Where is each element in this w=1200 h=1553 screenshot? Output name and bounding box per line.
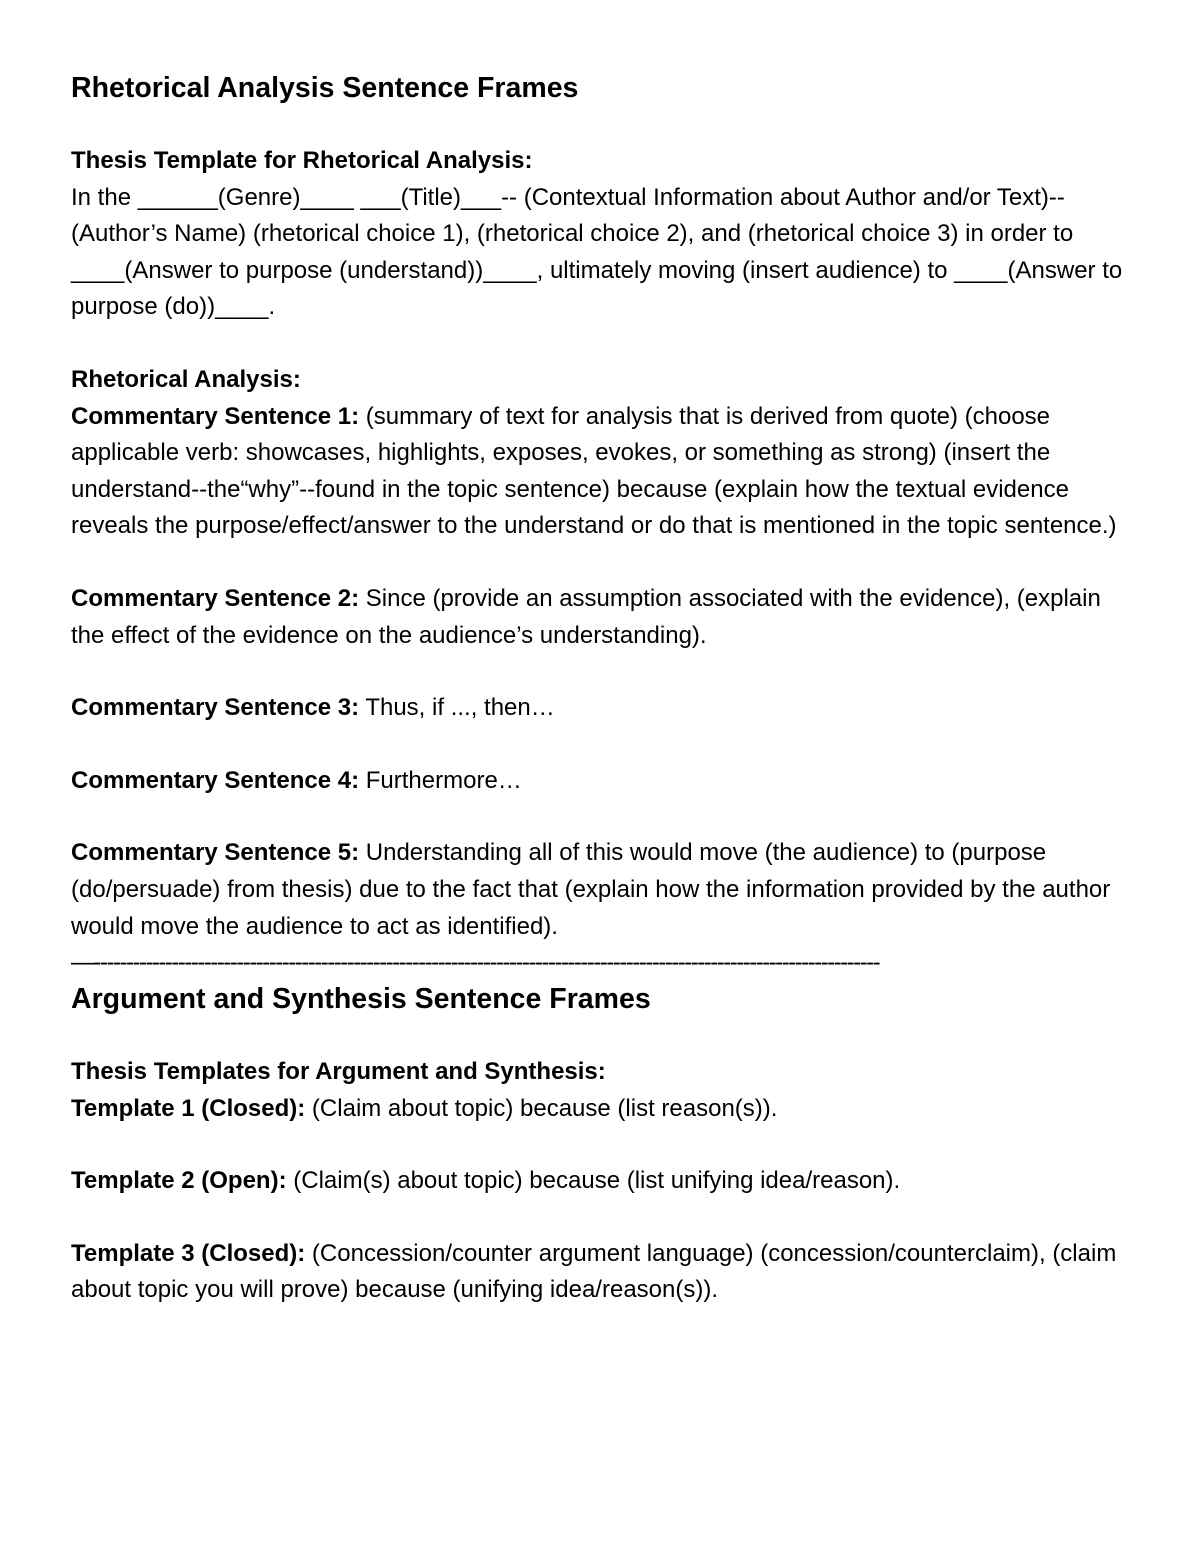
commentary-text: Understanding all of this would move (the audience) to (purpose (do/persuade) from thesis) due to the fact that (explain how the information provided by the author would move the audience to act as identified).	[71, 839, 1111, 940]
commentary-label: Commentary Sentence 1:	[71, 402, 360, 430]
commentary-sentence-4	[71, 763, 1131, 800]
section-divider: —-------------------------------------------------------------------------------------------------------------------------	[71, 949, 880, 977]
rhetorical-analysis-heading: Rhetorical Analysis:	[71, 365, 301, 393]
commentary-sentence-1	[71, 399, 1131, 545]
template-text: (Claim(s) about topic) because (list unifying idea/reason).	[286, 1167, 901, 1195]
commentary-text: Since (provide an assumption associated with the evidence), (explain the effect of the evidence on the audience’s understanding).	[71, 584, 1101, 649]
rhetorical-title: Rhetorical Analysis Sentence Frames	[71, 72, 579, 104]
commentary-label: Commentary Sentence 3:	[71, 694, 360, 722]
template-label: Template 2 (Open):	[71, 1167, 287, 1195]
commentary-label: Commentary Sentence 2:	[71, 584, 360, 612]
template-label: Template 3 (Closed):	[71, 1239, 306, 1267]
rhetorical-thesis-text: In the ______(Genre)____ ___(Title)___-- (Contextual Information about Author and/or Text)-- (Author’s Name) (rhetorical choice 1), (rhetorical choice 2), and (rhetorical choice 3) in order to ____(Answer to purpose (understand))____, ultimately moving (insert audience) to ____(Answer to purpose (do))____.	[71, 183, 1123, 321]
argument-template-3	[71, 1236, 1131, 1309]
commentary-text: Furthermore…	[359, 766, 522, 794]
commentary-text: (summary of text for analysis that is derived from quote) (choose applicable verb: showcases, highlights, exposes, evokes, or something as strong) (insert the understand--the“why”--found in the topic sentence) because (explain how the textual evidence reveals the purpose/effect/answer to the understand or do that is mentioned in the topic sentence.)	[71, 402, 1117, 540]
commentary-sentence-2	[71, 581, 1131, 654]
commentary-label: Commentary Sentence 5:	[71, 839, 360, 867]
template-text: (Claim about topic) because (list reason(s)).	[305, 1094, 778, 1122]
argument-template-1	[71, 1091, 1131, 1128]
template-label: Template 1 (Closed):	[71, 1094, 306, 1122]
rhetorical-thesis-heading: Thesis Template for Rhetorical Analysis:	[71, 147, 533, 174]
argument-template-2	[71, 1163, 1131, 1200]
commentary-text: Thus, if ..., then…	[359, 694, 555, 722]
document-page	[71, 70, 1131, 1309]
template-text: (Concession/counter argument language) (concession/counterclaim), (claim about topic you will prove) because (unifying idea/reason(s)).	[71, 1239, 1117, 1304]
argument-thesis-heading: Thesis Templates for Argument and Synthesis:	[71, 1058, 606, 1086]
argument-title: Argument and Synthesis Sentence Frames	[71, 983, 651, 1016]
commentary-sentence-5	[71, 835, 1131, 945]
commentary-sentence-3	[71, 690, 1131, 727]
commentary-label: Commentary Sentence 4:	[71, 766, 360, 794]
